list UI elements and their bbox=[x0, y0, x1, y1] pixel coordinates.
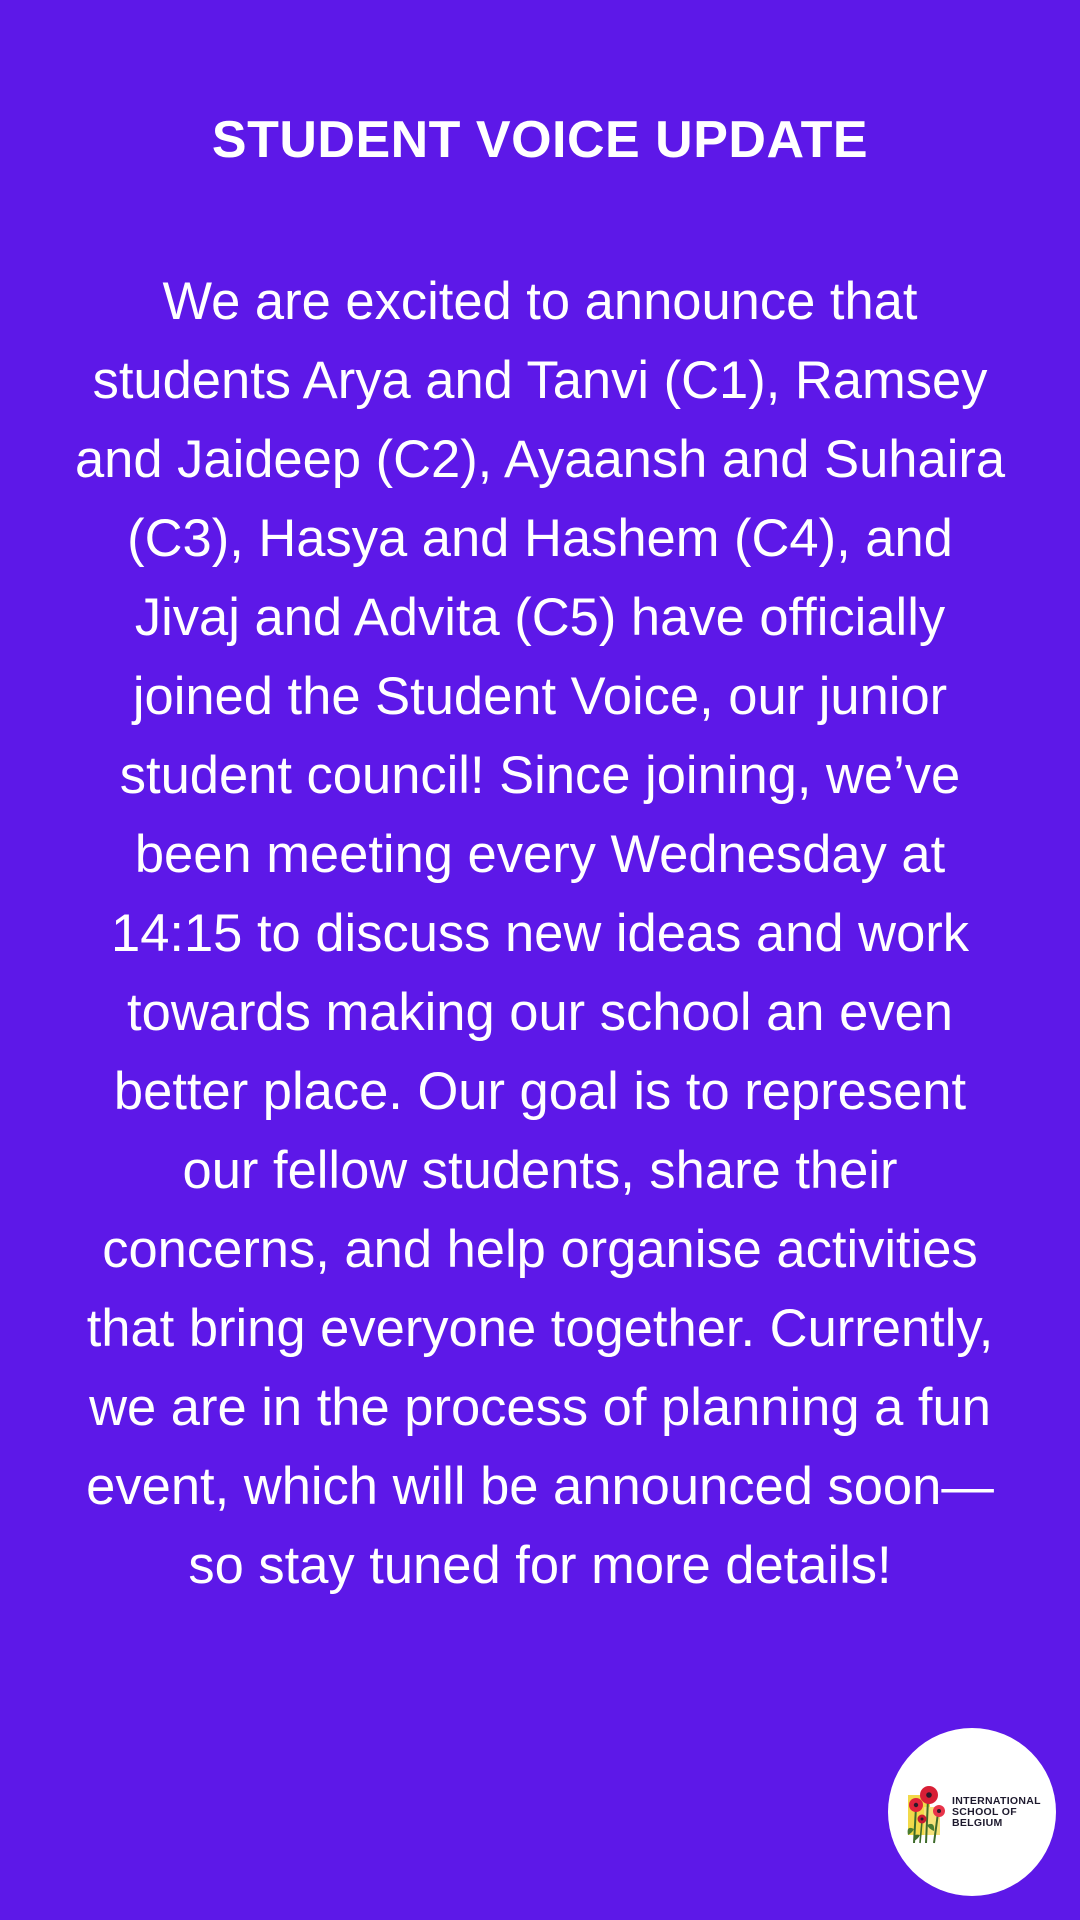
school-name-line1: INTERNATIONAL bbox=[952, 1794, 1041, 1807]
poster-title: STUDENT VOICE UPDATE bbox=[211, 111, 869, 169]
school-name bbox=[952, 1796, 1052, 1829]
school-logo bbox=[888, 1728, 1056, 1896]
announcement-body: We are excited to announce that students Arya and Tanvi (C1), Ramsey and Jaideep (C2), Ayaansh and Suhaira (C3), Hasya and Hashem (C4), and Jivaj and Advita (C5) have officially joined the Student Voice, our junior student council! Since joining, we’ve been meeting every Wednesday at 14:15 to discuss new ideas and work towards making our school an even better place. Our goal is to represent our fellow students, share their concerns, and help organise activities that bring everyone together. Currently, we are in the process of planning a fun event, which will be announced soon—so stay tuned for more details! bbox=[74, 272, 1006, 1595]
school-name-line2: SCHOOL OF bbox=[952, 1805, 1017, 1818]
school-name-line3: BELGIUM bbox=[952, 1816, 1003, 1829]
poppy-flowers-icon bbox=[902, 1777, 948, 1847]
